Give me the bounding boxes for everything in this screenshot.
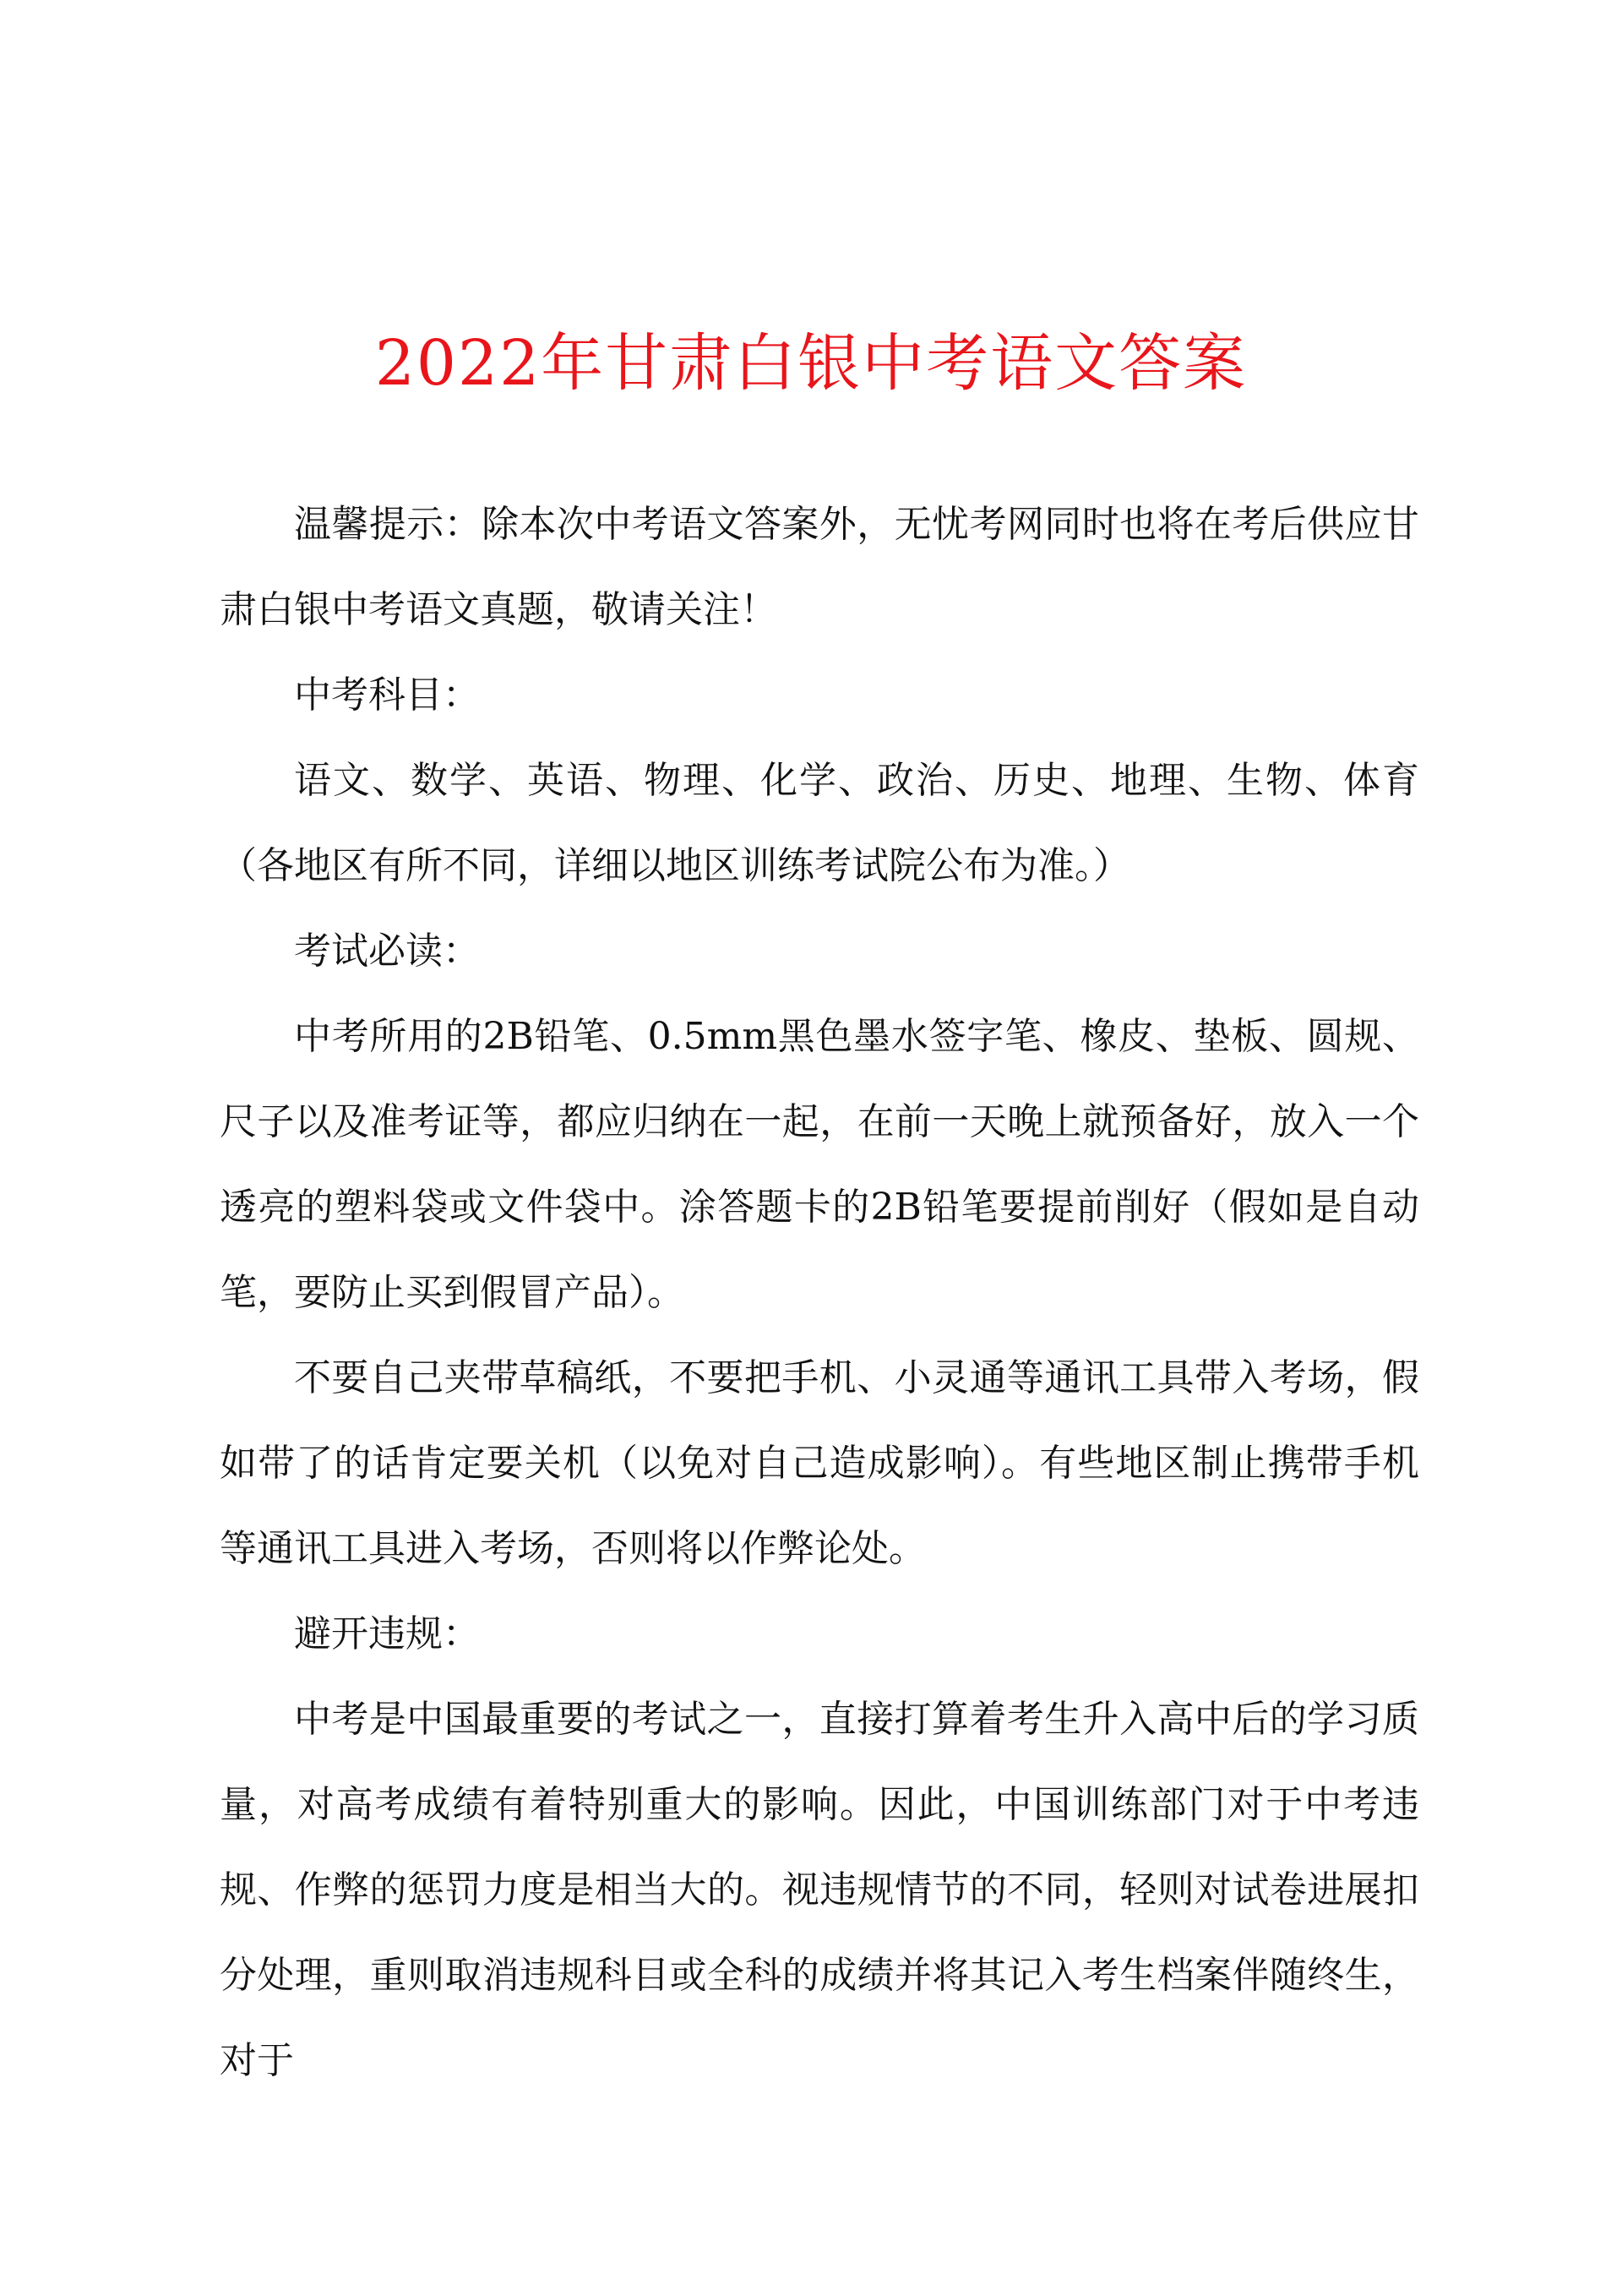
document-title: 2022年甘肃白银中考语文答案 [374,327,1248,400]
paragraph-avoid-violations-heading: 避开违规： [294,1612,480,1655]
paragraph-exam-guide-heading: 考试必读： [294,930,480,973]
paragraph-violations: 中考是中国最重要的考试之一，直接打算着考生升入高中后的学习质量，对高考成绩有着特别重大的影响。因此，中国训练部门对于中考违规、作弊的惩罚力度是相当大的。视违规情节的不同，轻则对试卷进展扣分处理，重则取消违规科目或全科的成绩并将其记入考生档案伴随终生，对于 [220,1698,1419,2082]
document-body [220,482,1419,2103]
paragraph-devices: 不要自己夹带草稿纸，不要把手机、小灵通等通讯工具带入考场，假如带了的话肯定要关机（以免对自己造成影响）。有些地区制止携带手机等通讯工具进入考场，否则将以作弊论处。 [220,1356,1419,1570]
paragraph-notice: 温馨提示：除本次中考语文答案外，无忧考网同时也将在考后供应甘肃白银中考语文真题，敬请关注！ [220,503,1419,631]
paragraph-subjects: 语文、数学、英语、物理、化学、政治、历史、地理、生物、体育（各地区有所不同，详细以地区训练考试院公布为准。） [220,759,1419,887]
paragraph-subjects-heading: 中考科目： [294,674,480,717]
paragraph-supplies: 中考所用的2B铅笔、0.5mm黑色墨水签字笔、橡皮、垫板、圆规、尺子以及准考证等，都应归纳在一起，在前一天晚上就预备好，放入一个透亮的塑料袋或文件袋中。涂答题卡的2B铅笔要提前削好（假如是自动笔，要防止买到假冒产品）。 [220,1015,1419,1314]
